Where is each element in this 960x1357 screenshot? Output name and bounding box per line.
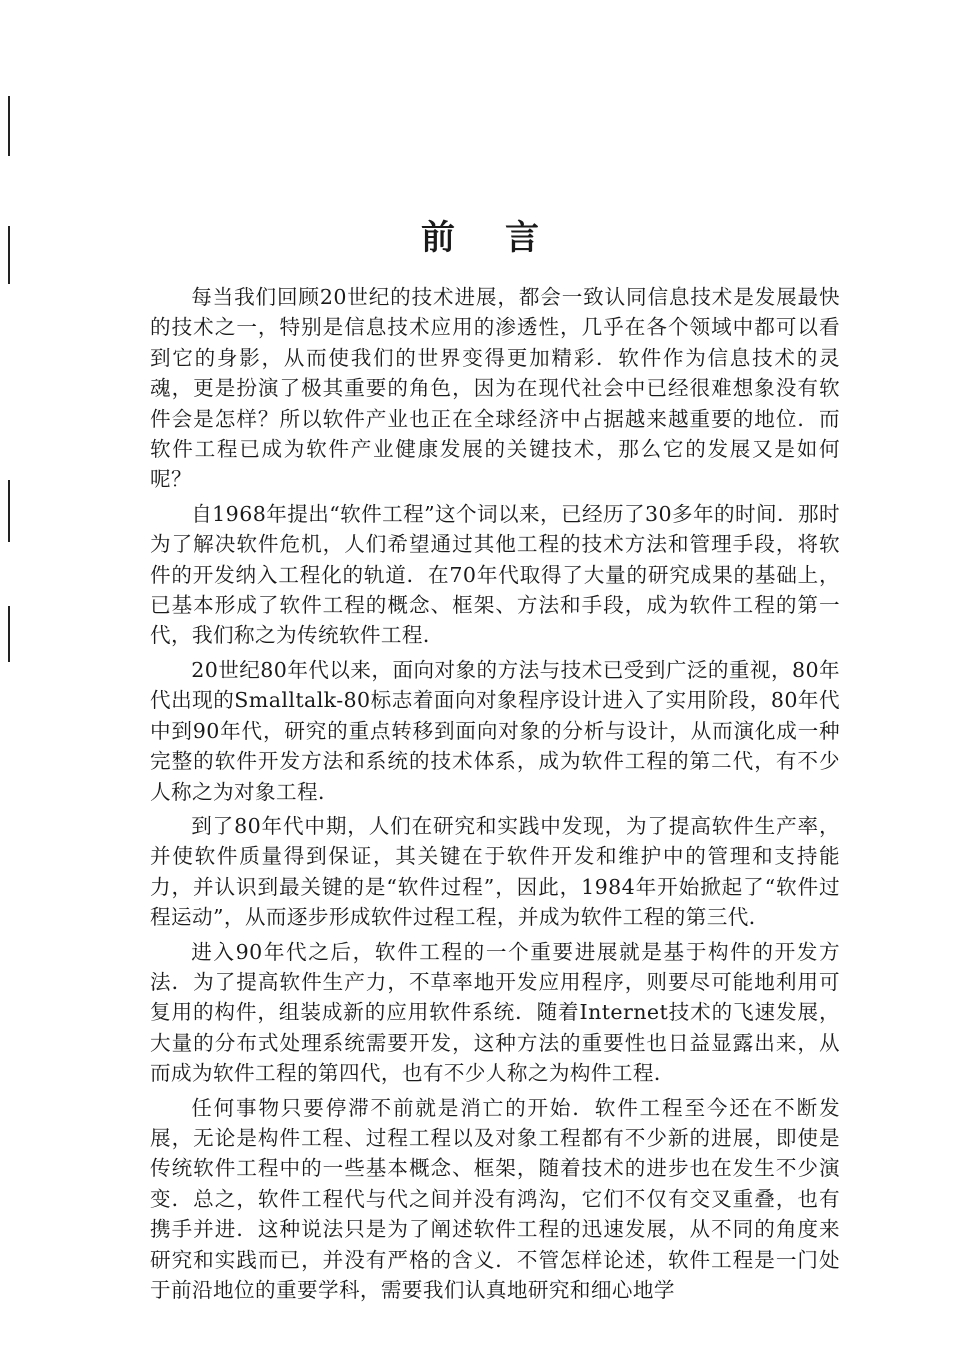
binding-mark — [8, 606, 10, 662]
binding-mark — [8, 96, 10, 156]
paragraph: 20世纪80年代以来，面向对象的方法与技术已受到广泛的重视，80年代出现的Smalltalk-80标志着面向对象程序设计进入了实用阶段，80年代中到90年代，研究的重点转移到面向对象的分析与设计，从而演化成一种完整的软件开发方法和系统的技术体系，成为软件工程的第二代，有不少人称之为对象工程． — [150, 657, 840, 804]
binding-mark — [8, 480, 10, 542]
paragraph: 任何事物只要停滞不前就是消亡的开始．软件工程至今还在不断发展，无论是构件工程、过程工程以及对象工程都有不少新的进展，即使是传统软件工程中的一些基本概念、框架，随着技术的进步也在发生不少演变．总之，软件工程代与代之间并没有鸿沟，它们不仅有交叉重叠，也有携手并进．这种说法只是为了阐述软件工程的迅速发展，从不同的角度来研究和实践而已，并没有严格的含义．不管怎样论述，软件工程是一门处于前沿地位的重要学科，需要我们认真地研究和细心地学 — [150, 1095, 840, 1302]
page-title: 前言 — [421, 218, 589, 258]
body-text — [150, 282, 840, 1309]
paragraph: 到了80年代中期，人们在研究和实践中发现，为了提高软件生产率，并使软件质量得到保证，其关键在于软件开发和维护中的管理和支持能力，并认识到最关键的是“软件过程”，因此，1984年开始掀起了“软件过程运动”，从而逐步形成软件过程工程，并成为软件工程的第三代． — [150, 813, 840, 930]
paragraph: 每当我们回顾20世纪的技术进展，都会一致认同信息技术是发展最快的技术之一，特别是信息技术应用的渗透性，几乎在各个领域中都可以看到它的身影，从而使我们的世界变得更加精彩．软件作为信息技术的灵魂，更是扮演了极其重要的角色，因为在现代社会中已经很难想象没有软件会是怎样？所以软件产业也正在全球经济中占据越来越重要的地位．而软件工程已成为软件产业健康发展的关键技术，那么它的发展又是如何呢？ — [150, 285, 840, 492]
paragraph: 进入90年代之后，软件工程的一个重要进展就是基于构件的开发方法．为了提高软件生产力，不草率地开发应用程序，则要尽可能地利用可复用的构件，组装成新的应用软件系统．随着Internet技术的飞速发展，大量的分布式处理系统需要开发，这种方法的重要性也日益显露出来，从而成为软件工程的第四代，也有不少人称之为构件工程． — [150, 939, 840, 1086]
paragraph: 自1968年提出“软件工程”这个词以来，已经历了30多年的时间．那时为了解决软件危机，人们希望通过其他工程的技术方法和管理手段，将软件的开发纳入工程化的轨道．在70年代取得了大量的研究成果的基础上，已基本形成了软件工程的概念、框架、方法和手段，成为软件工程的第一代，我们称之为传统软件工程． — [150, 501, 840, 648]
